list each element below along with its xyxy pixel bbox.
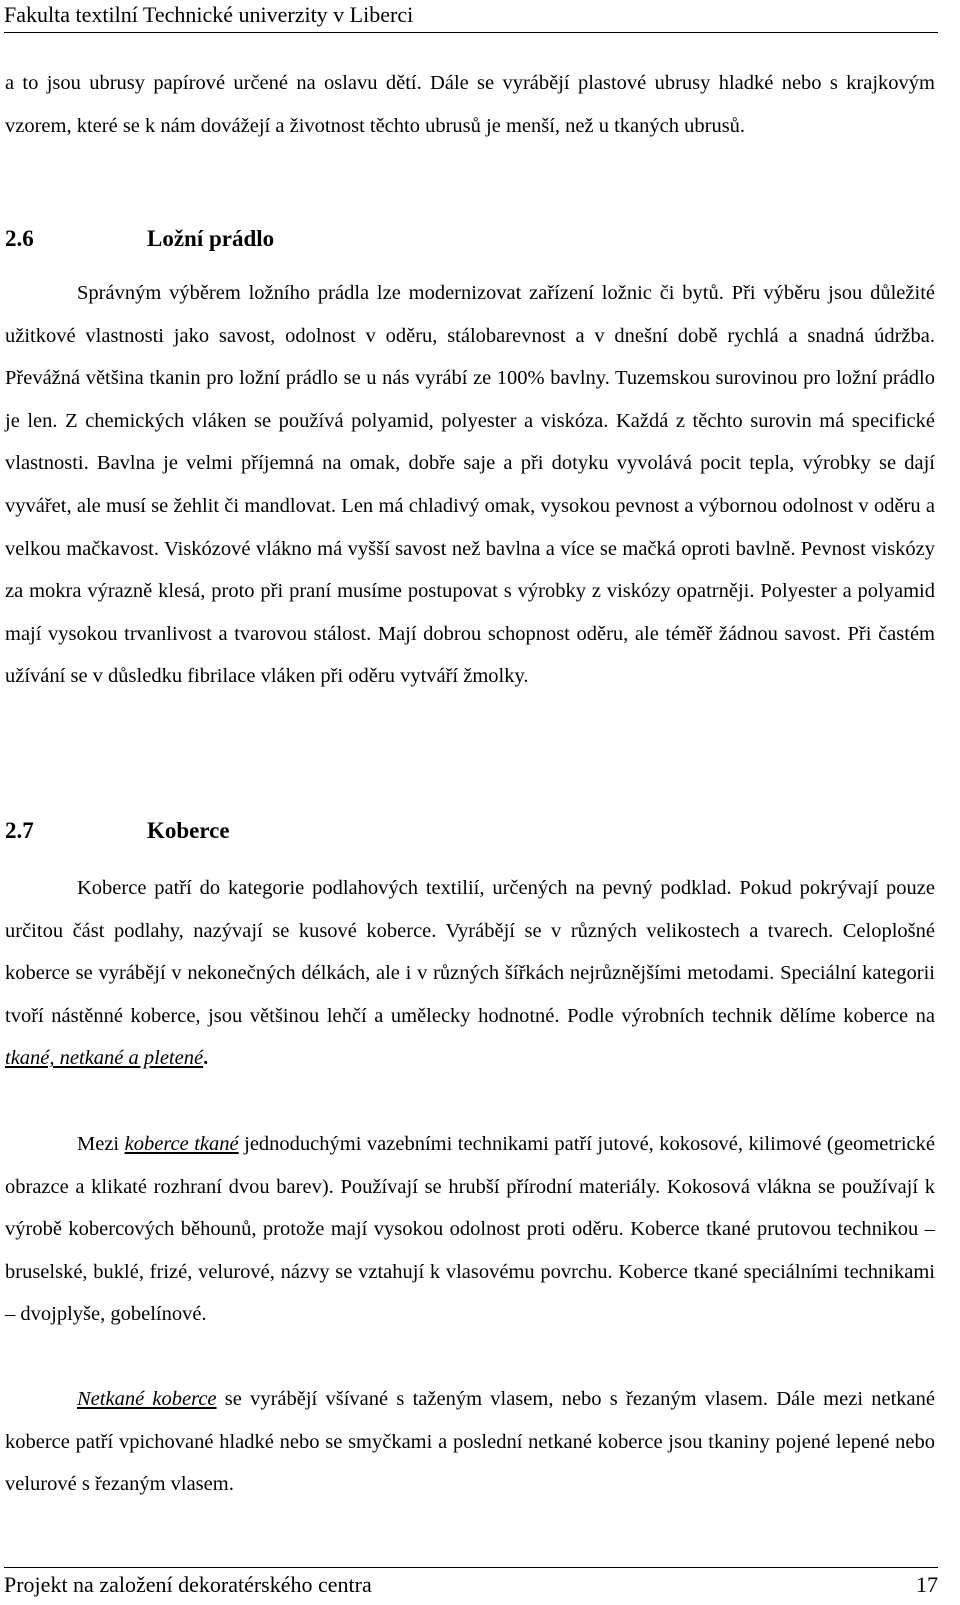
page-header — [4, 0, 938, 33]
paragraph-koberce-tkane-start: Mezi — [77, 1133, 125, 1155]
page-footer — [4, 1567, 938, 1602]
paragraph-koberce-end: . — [203, 1047, 209, 1070]
paragraph-koberce-tkane — [5, 1123, 935, 1336]
paragraph-koberce — [5, 867, 935, 1080]
paragraph-netkane-koberce-text: se vyrábějí všívané s taženým vlasem, nebo s řezaným vlasem. Dále mezi netkané koberce patří vpichované hladké nebo se smyčkami a poslední netkané koberce jsou tkaniny pojené lepené nebo velurové s řezaným vlasem. — [5, 1388, 936, 1496]
emphasis-koberce-tkane: koberce tkané — [124, 1133, 239, 1155]
paragraph-intro — [5, 62, 935, 147]
section-heading-2-7 — [5, 816, 230, 846]
section-title: Koberce — [147, 818, 230, 843]
paragraph-intro-text: a to jsou ubrusy papírové určené na oslavu dětí. Dále se vyrábějí plastové ubrusy hladké nebo s krajkovým vzorem, které se k nám dovážejí a životnost těchto ubrusů je menší, než u tkaných ubrusů. — [5, 72, 935, 137]
paragraph-koberce-tkane-text: jednoduchými vazebními technikami patří jutové, kokosové, kilimové (geometrické obrazce a klikaté rozhraní dvou barev). Používají se hrubší přírodní materiály. Kokosová vlákna se používají k výrobě kobercových běhounů, protože mají vysokou odolnost proti oděru. Koberce tkané prutovou technikou – bruselské, buklé, frizé, velurové, názvy se vztahují k vlasovému povrchu. Koberce tkané speciálními technikami – dvojplyše, gobelínové. — [5, 1133, 935, 1326]
paragraph-lozni-pradlo — [5, 272, 935, 698]
section-number: 2.6 — [5, 226, 34, 251]
page-number: 17 — [916, 1572, 938, 1597]
emphasis-tkane-netkane-pletene: tkané, netkané a pletené — [5, 1047, 204, 1070]
section-number: 2.7 — [5, 818, 34, 843]
paragraph-lozni-pradlo-text: Správným výběrem ložního prádla lze modernizovat zařízení ložnic či bytů. Při výběru jsou důležité užitkové vlastnosti jako savost, odolnost v oděru, stálobarevnost a v dnešní době rychlá a snadná údržba. Převážná většina tkanin pro ložní prádlo se u nás vyrábí ze 100% bavlny. Tuzemskou surovinou pro ložní prádlo je len. Z chemických vláken se používá polyamid, polyester a viskóza. Každá z těchto surovin má specifické vlastnosti. Bavlna je velmi příjemná na omak, dobře saje a při dotyku vyvolává pocit tepla, výrobky se dají vyvářet, ale musí se žehlit či mandlovat. Len má chladivý omak, vysokou pevnost a výbornou odolnost v oděru a velkou mačkavost. Viskózové vlákno má vyšší savost než bavlna a více se mačká oproti bavlně. Pevnost viskózy za mokra výrazně klesá, proto při praní musíme postupovat s výrobky z viskózy opatrněji. Polyester a polyamid mají vysokou trvanlivost a tvarovou stálost. Mají dobrou schopnost oděru, ale téměř žádnou savost. Při častém užívání se v důsledku fibrilace vláken při oděru vytváří žmolky. — [5, 282, 935, 688]
paragraph-koberce-text: Koberce patří do kategorie podlahových textilií, určených na pevný podklad. Pokud pokrývají pouze určitou část podlahy, nazývají se kusové koberce. Vyrábějí se v různých velikostech a tvarech. Celoplošné koberce se vyrábějí v nekonečných délkách, ale i v různých šířkách nejrůznějšími metodami. Speciální kategorii tvoří nástěnné koberce, jsou většinou lehčí a umělecky hodnotné. Podle výrobních technik dělíme koberce na — [5, 877, 935, 1027]
footer-title: Projekt na založení dekoratérského centra — [4, 1572, 372, 1597]
emphasis-netkane-koberce: Netkané koberce — [77, 1388, 217, 1410]
paragraph-netkane-koberce — [5, 1378, 935, 1506]
header-title: Fakulta textilní Technické univerzity v Liberci — [4, 2, 414, 27]
section-title: Ložní prádlo — [147, 226, 275, 251]
section-heading-2-6 — [5, 224, 274, 254]
